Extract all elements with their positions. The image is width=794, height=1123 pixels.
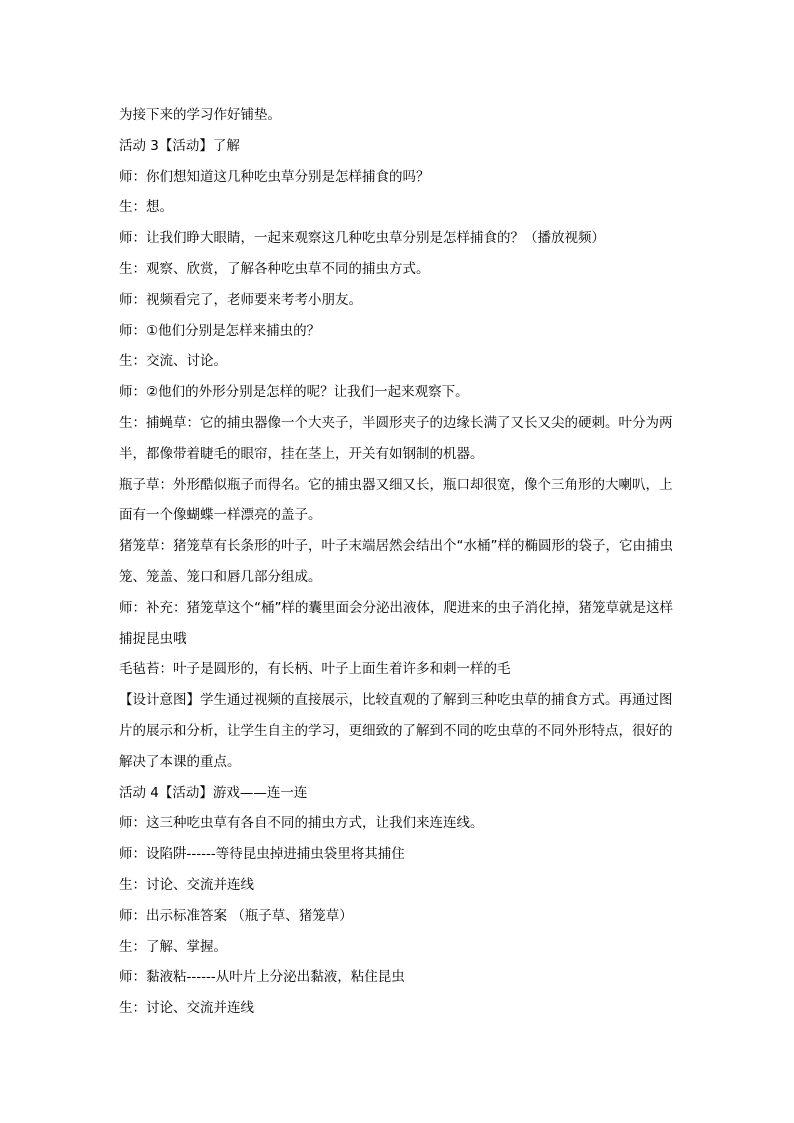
paragraph-teacher-connect: 师：这三种吃虫草有各自不同的捕虫方式，让我们来连连线。: [119, 815, 484, 832]
paragraph-design-intent: 【设计意图】学生通过视频的直接展示，比较直观的了解到三种吃虫草的捕食方式。再通过图片的展示和分析，让学生自主的学习，更细致的了解到不同的吃虫草的不同外形特点，很好的解决了本课的重点。: [119, 692, 673, 770]
paragraph-student-observe: 生：观察、欣赏，了解各种吃虫草不同的捕虫方式。: [119, 260, 430, 277]
paragraph-student-connect-2: 生：讨论、交流并连线: [119, 1000, 254, 1017]
document-page: [119, 100, 679, 1024]
paragraph-teacher-supplement: 师：补充：猪笼草这个“桶”样的囊里面会分泌出液体，爬进来的虫子消化掉，猪笼草就是这样捕捉昆虫哦: [119, 599, 673, 647]
paragraph-teacher-video: 师：让我们睁大眼睛，一起来观察这几种吃虫草分别是怎样捕食的？（播放视频）: [119, 230, 605, 247]
paragraph-teacher-question: 师：你们想知道这几种吃虫草分别是怎样捕食的吗？: [119, 168, 430, 185]
paragraph-sundew: 毛毡苔：叶子是圆形的，有长柄、叶子上面生着许多和刺一样的毛: [119, 661, 511, 678]
paragraph-nepenthes: 猪笼草：猪笼草有长条形的叶子，叶子末端居然会结出个“水桶”样的椭圆形的袋子，它由捕虫笼、笼盖、笼口和唇几部分组成。: [119, 538, 673, 585]
paragraph-teacher-trap: 师：设陷阱------等待昆虫掉进捕虫袋里将其捕住: [119, 846, 405, 863]
paragraph-teacher-sticky: 师：黏液粘------从叶片上分泌出黏液，粘住昆虫: [119, 969, 405, 986]
paragraph-venus-flytrap: 生：捕蝇草：它的捕虫器像一个大夹子，半圆形夹子的边缘长满了又长又尖的硬刺。叶分为两半，都像带着睫毛的眼帘，挂在茎上，开关有如钢制的机器。: [119, 414, 673, 462]
paragraph-teacher-question-1: 师：①他们分别是怎样来捕虫的？: [119, 322, 321, 339]
paragraph-student-connect-1: 生：讨论、交流并连线: [119, 876, 254, 893]
paragraph-pitcher-plant: 瓶子草：外形酷似瓶子而得名。它的捕虫器又细又长，瓶口却很宽，像个三角形的大喇叭，上面有一个像蝴蝶一样漂亮的盖子。: [119, 476, 673, 524]
paragraph-student-master: 生：了解、掌握。: [119, 938, 227, 955]
paragraph-teacher-question-2: 师：②他们的外形分别是怎样的呢？让我们一起来观察下。: [119, 384, 469, 401]
paragraph-student-answer: 生：想。: [119, 199, 173, 216]
paragraph-intro-continuation: 为接下来的学习作好铺垫。: [119, 107, 281, 123]
paragraph-teacher-quiz: 师：视频看完了，老师要来考考小朋友。: [119, 291, 362, 308]
paragraph-student-discuss: 生：交流、讨论。: [119, 353, 227, 370]
heading-activity-3: 活动 3【活动】了解: [119, 137, 240, 154]
paragraph-teacher-answer: 师：出示标准答案 （瓶子草、猪笼草）: [119, 907, 353, 924]
heading-activity-4: 活动 4【活动】游戏——连一连: [119, 784, 308, 801]
